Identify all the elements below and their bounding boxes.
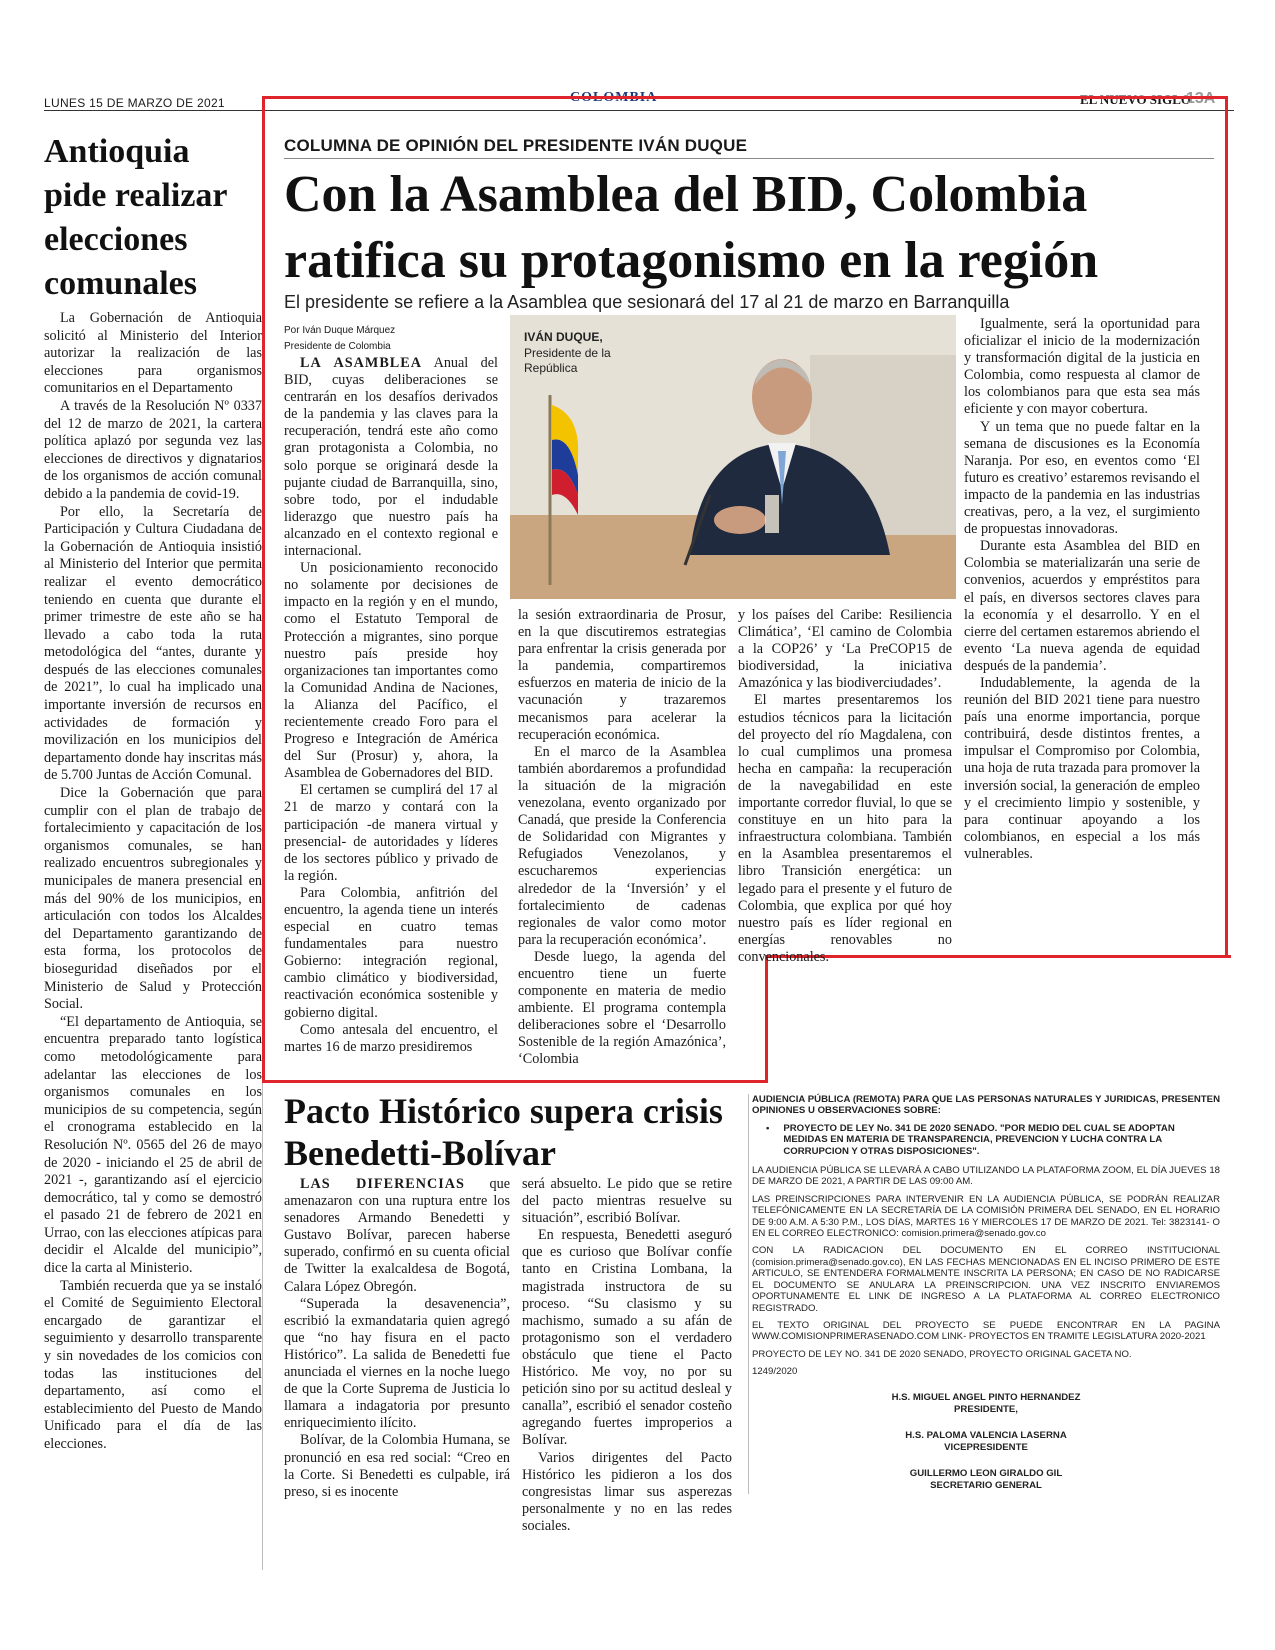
paragraph: “El departamento de Antioquia, se encuentra preparado tanto logística como metodológicamente para adelantar las elecciones de los organismos comunales en los municipios de su competencia, según el cronograma establecido en la Resolución Nº. 0565 del 26 de mayo de 2020 - iniciando el 25 de abril de 2021 -, garantizando así el ejercicio democrático, tal y como se demostró el pasado 21 de febrero de 2021 en Urrao, con las elecciones atípicas para decidir el Alcalde del municipio”, dice la carta al Ministerio. [44, 1013, 262, 1277]
pacto-headline: Pacto Histórico supera crisis Benedetti-Bolívar [284, 1091, 723, 1173]
paragraph: Como antesala del encuentro, el martes 16 de marzo presidiremos [284, 1021, 498, 1055]
notice-paragraph: PROYECTO DE LEY NO. 341 DE 2020 SENADO, PROYECTO ORIGINAL GACETA NO. [752, 1348, 1132, 1360]
newspaper-name: EL NUEVO SIGLO [1080, 92, 1191, 107]
paragraph: Por ello, la Secretaría de Participación y Cultura Ciudadana de la Gobernación de Antioquia insistió al Ministerio del Interior que permita realizar el evento democrático teniendo en cuenta que durante el primer trimestre de este año se ha llevado a cabo toda la ruta metodológica del “antes, durante y después de las elecciones comunales de 2021”, lo cual ha implicado una importante inversión de recursos en actividades de formación y movilización en los municipios del departamento donde hay inscritas más de 5.700 Juntas de Acción Comunal. [44, 503, 262, 784]
signature-role: PRESIDENTE, [954, 1403, 1018, 1415]
byline-author: Por Iván Duque Márquez [284, 325, 396, 336]
signature-role: VICEPRESIDENTE [944, 1441, 1028, 1453]
paragraph: Igualmente, será la oportunidad para oficializar el inicio de la modernización y transformación digital de la justicia en Colombia, como respuesta al clamor de los colombianos para que esta sea más eficiente y con mayor cobertura. [964, 316, 1200, 418]
paragraph-text: que amenazaron con una ruptura entre los senadores Armando Benedetti y Gustavo Bolívar, parecen haberse superado, confirmó en su cuenta oficial de Twitter la exalcaldesa de Bogotá, Calara López Obregón. [284, 1176, 510, 1295]
main-column-4 [964, 316, 1200, 863]
bullet-icon: • [766, 1122, 770, 1134]
paragraph: El martes presentaremos los estudios técnicos para la licitación del proyecto del río Magdalena, con lo cual cumplimos una promesa hecha en campaña: la recuperación de la navegabilidad en este importante corredor fluvial, lo que se constituye en un hito para la infraestructura colombiana. También en la Asamblea presentaremos el libro Transición energética: un legado para el presente y el futuro de Colombia, que explica por qué hoy nuestro país es líder regional en energías renovables no convencionales. [738, 692, 952, 965]
main-column-2 [518, 607, 726, 1069]
paragraph: Desde luego, la agenda del encuentro tiene un fuerte componente en materia de medio ambiente. El programa contempla deliberaciones sobre el ‘Desarrollo Sostenible de la región Amazónica’, ‘Colombia [518, 948, 726, 1068]
notice-bullet [752, 1123, 1220, 1157]
signature-name: GUILLERMO LEON GIRALDO GIL [909, 1467, 1063, 1479]
paragraph: A través de la Resolución Nº 0337 del 12 de marzo de 2021, la cartera política aplazó por segunda vez las elecciones de directivos y dignatarios de los organismos de acción comunal debido a la pandemia de covid-19. [44, 397, 262, 502]
paragraph: Dice la Gobernación que para cumplir con el plan de trabajo de fortalecimiento y capacitación de los organismos comunales, se han realizado encuentros subregionales y municipales de manera presencial en más del 90% de los municipios, en articulación con todos los Alcaldes del Departamento garantizando de esta forma, los protocolos de bioseguridad diseñados por el Ministerio de Salud y Protección Social. [44, 785, 262, 1013]
paragraph [284, 1176, 510, 1296]
main-headline: Con la Asamblea del BID, Colombia ratifica su protagonismo en la región [284, 166, 1099, 289]
paragraph: Durante esta Asamblea del BID en Colombia se materializarán una serie de convenios, acuerdos y empréstitos para el país, en diversos sectores claves para la economía y el desarrollo. Y en el cierre del certamen estaremos abriendo el evento ‘La nueva agenda de equidad después de la pandemia’. [964, 538, 1200, 674]
paragraph [284, 355, 498, 560]
signature-2 [752, 1430, 1220, 1454]
section-name: COLOMBIA [570, 90, 658, 102]
paragraph: Varios dirigentes del Pacto Histórico les pidieron a los dos congresistas limar sus asperezas personalmente y no en las redes sociales. [522, 1449, 732, 1534]
signature-name: H.S. MIGUEL ANGEL PINTO HERNANDEZ [891, 1391, 1081, 1403]
photo-caption-role: Presidente de la República [524, 346, 611, 375]
notice-intro: AUDIENCIA PÚBLICA (REMOTA) PARA QUE LAS PERSONAS NATURALES Y JURIDICAS, PRESENTEN OPINIONES U OBSERVACIONES SOBRE: [752, 1094, 1220, 1117]
paragraph: También recuerda que ya se instaló el Comité de Seguimiento Electoral encargado de garantizar el seguimiento y desarrollo transparente y sin novedades de los comicios con todas las instituciones del departamento, así como el establecimiento del Puesto de Mando Unificado para el día de las elecciones. [44, 1277, 262, 1452]
byline [284, 323, 395, 355]
signature-3 [752, 1468, 1220, 1492]
paragraph: será absuelto. Le pido que se retire del pacto mientras resuelve su situación”, escribió Bolívar. [522, 1176, 732, 1227]
lead-in: LA ASAMBLEA [300, 355, 422, 371]
paragraph-text: Anual del BID, cuyas deliberaciones se centrarán en los desafíos derivados de la pandemia y las claves para la recuperación, tendrá este año como gran protagonista a Colombia, no solo porque se originará desde la pujante ciudad de Barranquilla, sino, sobre todo, por el indudable liderazgo que nuestro país ha alcanzado en el contexto regional e internacional. [284, 355, 498, 560]
signature-1 [752, 1392, 1220, 1416]
notice-paragraph: CON LA RADICACION DEL DOCUMENTO EN EL CORREO INSTITUCIONAL (comision.primera@senado.gov.co), EN LAS FECHAS MENCIONADAS EN EL INCISO PRIMERO DE ESTE ARTICULO, SE ENTENDERA FORMALMENTE INSCRITA LA PERSONA; EN CASO DE NO RADICARSE EL DOCUMENTO SE ANULARA LA PREINSCRIPCION. UNA VEZ INSCRITO ENVIAREMOS OPORTUNAMENTE EL LINK DE INGRESO A LA PLATAFORMA AL CORREO ELECTRONICO REGISTRADO. [752, 1245, 1220, 1314]
paragraph: Para Colombia, anfitrión del encuentro, la agenda tiene un interés especial en cuatro temas fundamentales para nuestro Gobierno: integración regional, cambio climático y biodiversidad, reactivación económica sostenible y gobierno digital. [284, 884, 498, 1021]
signature-name: H.S. PALOMA VALENCIA LASERNA [905, 1429, 1067, 1441]
pacto-column-1 [284, 1176, 510, 1501]
paragraph: La Gobernación de Antioquia solicitó al Ministerio del Interior autorizar la realización de las elecciones para organismos comunitarios en el Departamento [44, 310, 262, 397]
paragraph: El certamen se cumplirá del 17 al 21 de marzo y contará con la participación -de manera virtual y presencial- de autoridades y líderes de los sectores público y privado de la región. [284, 782, 498, 884]
paragraph: Bolívar, de la Colombia Humana, se pronunció en esa red social: “Creo en la Corte. Si Benedetti es culpable, irá preso, si es inocente [284, 1432, 510, 1500]
article-kicker: COLUMNA DE OPINIÓN DEL PRESIDENTE IVÁN DUQUE [284, 136, 748, 155]
paragraph: la sesión extraordinaria de Prosur, en la que discutiremos estrategias para enfrentar la crisis generada por la pandemia, compartiremos esfuerzos en materia de inicio de la vacunación y trazaremos mecanismos para acelerar la recuperación económica. [518, 607, 726, 743]
paragraph: En respuesta, Benedetti aseguró que es curioso que Bolívar confíe tanto en Cristina Lombana, la magistrada instructora de su proceso. “Su clasismo y su machismo, sumado a su afán de protagonismo son el verdadero obstáculo que tiene el Pacto Histórico. Me voy, no por su petición sino por su actitud desleal y canalla”, escribió el senador costeño agregando fuertes improperios a Bolívar. [522, 1227, 732, 1449]
notice-paragraph: 1249/2020 [752, 1366, 798, 1378]
notice-divider [748, 1094, 749, 1494]
antioquia-headline: Antioquia pide realizar elecciones comunales [44, 133, 227, 302]
photo-caption-name: IVÁN DUQUE, [524, 330, 603, 344]
notice-paragraph: LAS PREINSCRIPCIONES PARA INTERVENIR EN LA AUDIENCIA PÚBLICA, SE PODRÁN REALIZAR TELEFÓNICAMENTE EN LA SECRETARÍA DE LA COMISIÓN PRIMERA DEL SENADO, EN EL HORARIO DE 9:00 A.M. A 5:30 P.M., LOS DÍAS, MARTES 16 Y MIERCOLES 17 DE MARZO DE 2021. Tel: 3823141- O EN EL CORREO ELECTRONICO: comision.primera@senado.gov.co [752, 1193, 1220, 1240]
main-subtitle: El presidente se refiere a la Asamblea que sesionará del 17 al 21 de marzo en Barranquilla [284, 292, 1010, 312]
paragraph: y los países del Caribe: Resiliencia Climática’, ‘El camino de Colombia a la COP26’ y ‘La PreCOP15 de biodiversidad, la iniciativa Amazónica y las biodiverciudades’. [738, 607, 952, 692]
paragraph: Indudablemente, la agenda de la reunión del BID 2021 tiene para nuestro país una enorme importancia, porque contribuirá, desde distintos frentes, a impulsar el Compromiso por Colombia, una hoja de ruta trazada para promover la inversión social, la generación de empleo y el crecimiento limpio y sostenible, y para continuar apoyando a los colombianos, en especial a los más vulnerables. [964, 674, 1200, 862]
paragraph: Y un tema que no puede faltar en la semana de discusiones es la Economía Naranja. Por eso, en eventos como ‘El futuro es creativo’ estaremos revisando el impacto de la pandemia en las industrias creativas, pero, a la vez, el surgimiento de propuestas innovadoras. [964, 418, 1200, 538]
issue-date: LUNES 15 DE MARZO DE 2021 [44, 96, 225, 110]
main-column-1 [284, 355, 498, 1056]
signature-role: SECRETARIO GENERAL [930, 1479, 1042, 1491]
senate-notice [752, 1094, 1220, 1494]
pacto-column-2 [522, 1176, 732, 1535]
paragraph: En el marco de la Asamblea también abordaremos a profundidad la situación de la migración venezolana, evento organizado por Canadá, que preside la Conferencia de Solidaridad con Migrantes y Refugiados Venezolanos, y escucharemos experiencias alrededor de la ‘Inversión’ y el fortalecimiento de cadenas regionales de valor como motor para la recuperación económica’. [518, 743, 726, 948]
notice-bullet-text: PROYECTO DE LEY No. 341 DE 2020 SENADO. "POR MEDIO DEL CUAL SE ADOPTAN MEDIDAS EN MATERIA DE TRANSPARENCIA, PREVENCION Y LUCHA CONTRA LA CORRUPCION Y OTRAS DISPOSICIONES". [783, 1122, 1175, 1157]
notice-paragraph: LA AUDIENCIA PÚBLICA SE LLEVARÁ A CABO UTILIZANDO LA PLATAFORMA ZOOM, EL DÍA JUEVES 18 DE MARZO DE 2021, A PARTIR DE LAS 09:00 AM. [752, 1165, 1220, 1188]
page-number: 13A [1186, 90, 1216, 107]
notice-paragraph: EL TEXTO ORIGINAL DEL PROYECTO SE PUEDE ENCONTRAR EN LA PAGINA WWW.COMISIONPRIMERASENADO.COM LINK- PROYECTOS EN TRAMITE LEGISLATURA 2020-2021 [752, 1319, 1220, 1343]
paragraph: Un posicionamiento reconocido no solamente por decisiones de impacto en la región y en el mundo, como el Estatuto Temporal de Protección a migrantes, sino porque nuestro país preside hoy organizaciones tan importantes como la Comunidad Andina de Naciones, la Alianza del Pacífico, el recientemente creado Foro para el Progreso e Integración de América del Sur (Prosur) y, ahora, la Asamblea de Gobernadores del BID. [284, 560, 498, 782]
paragraph: “Superada la desavenencia”, escribió la exmandataria quien agregó que “no hay fisura en el pacto Histórico”. La salida de Benedetti fue anunciada el viernes en la noche luego de que la Corte Suprema de Justicia lo llamara a indagatoria por presunto enriquecimiento ilícito. [284, 1295, 510, 1432]
main-column-3 [738, 607, 952, 966]
antioquia-body [44, 310, 262, 1454]
lead-in: LAS DIFERENCIAS [300, 1176, 465, 1192]
byline-role: Presidente de Colombia [284, 341, 391, 352]
kicker-rule [284, 158, 1214, 159]
